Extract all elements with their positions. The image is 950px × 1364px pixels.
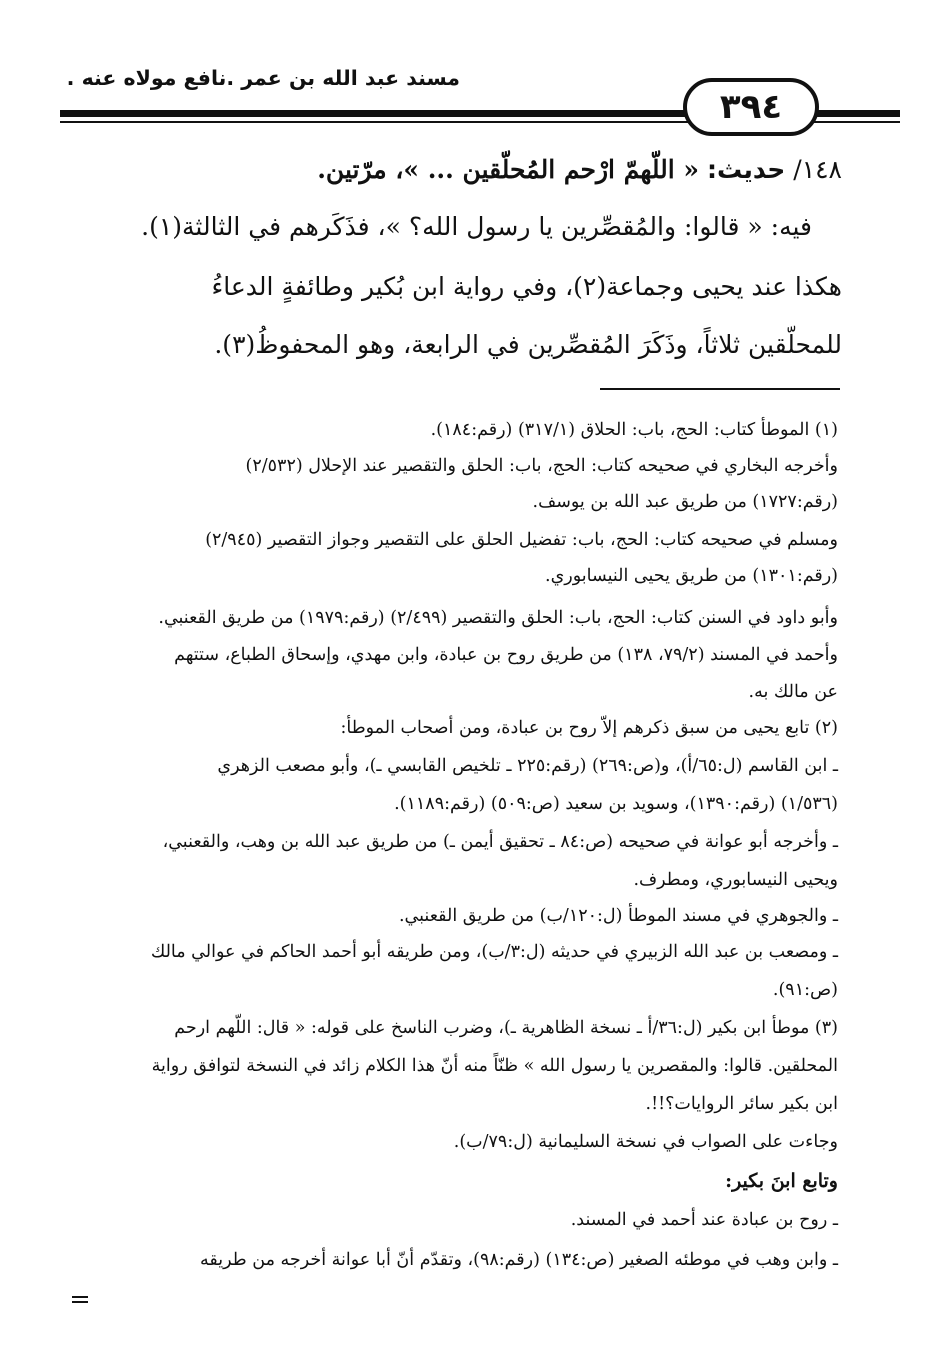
footnote-line: وأبو داود في السنن كتاب: الحج، باب: الحلق والتقصير (٢/٤٩٩) (رقم:١٩٧٩) من طريق القعنبي. [158,608,838,628]
hadith-heading-line [317,155,842,184]
hadith-number: ١٤٨/ [793,155,842,184]
footnote-line: (٣) موطأ ابن بكير (ل:٣٦/أ ـ نسخة الظاهرية ـ)، وضرب الناسخ على قوله: « قال: اللّهم ارحم [174,1018,838,1038]
footnote-line: ـ والجوهري في مسند الموطأ (ل:١٢٠/ب) من طريق القعنبي. [398,906,838,926]
footnote-line: ـ وابن وهب في موطئه الصغير (ص:١٣٤) (رقم:٩٨)، وتقدّم أنّ أبا عوانة أخرجه من طريقه [200,1250,838,1270]
footnote-line: (١/٥٣٦) (رقم:١٣٩٠)، وسويد بن سعيد (ص:٥٠٩) (رقم:١١٨٩). [394,794,838,814]
footnote-line: وأخرجه البخاري في صحيحه كتاب: الحج، باب: الحلق والتقصير عند الإحلال (٢/٥٣٢) [245,456,838,476]
footnote-line: المحلقين. قالوا: والمقصرين يا رسول الله » ظنّاً منه أنّ هذا الكلام زائد في النسخة لتوافق رواية [151,1056,838,1076]
footnote-line: عن مالك به. [748,682,838,702]
main-line-2: فيه: « قالوا: والمُقصِّرين يا رسول الله؟ »، فذَكَرهم في الثالثة(١). [141,212,812,241]
footnote-line: وأحمد في المسند (٧٩/٢، ١٣٨) من طريق روح بن عبادة، وابن مهدي، وإسحاق الطباع، ستتهم [174,645,838,665]
footnote-line: وجاءت على الصواب في نسخة السليمانية (ل:٧٩/ب). [453,1132,838,1152]
running-header-title: مسند عبد الله بن عمر .نافع مولاه عنه . [66,66,460,90]
hadith-label: حديث: [707,155,786,184]
footnote-line: ـ روح بن عبادة عند أحمد في المسند. [570,1210,838,1230]
footnote-subheading: وتابع ابنَ بكير: [725,1170,838,1192]
footnote-line: (٢) تابع يحيى من سبق ذكرهم إلاّ روح بن عبادة، ومن أصحاب الموطأ: [340,718,838,738]
footnote-line: (ص:٩١). [772,980,838,1000]
footnote-line: ويحيى النيسابوري، ومطرف. [633,870,838,890]
hadith-text: « اللّهمّ ارْحم المُحلّقين ... »، مرّتين. [317,155,700,184]
footnote-line: ـ ومصعب بن عبد الله الزبيري في حديثه (ل:٣/ب)، ومن طريقه أبو أحمد الحاكم في عوالي مالك [150,942,838,962]
main-line-3: هكذا عند يحيى وجماعة(٢)، وفي رواية ابن بُكير وطائفةٍ الدعاءُ [211,272,842,301]
footnote-line: (رقم:١٧٢٧) من طريق عبد الله بن يوسف. [532,492,838,512]
footnote-line: (رقم:١٣٠١) من طريق يحيى النيسابوري. [545,566,838,586]
footnote-line: ابن بكير سائر الروايات؟!!. [645,1094,838,1114]
footnote-line: ـ ابن القاسم (ل:٦٥/أ)، و(ص:٢٦٩) (رقم:٢٢٥ ـ تلخيص القابسي ـ)، وأبو مصعب الزهري [217,756,838,776]
footnote-separator [600,388,840,390]
continuation-mark [72,1301,88,1303]
footnote-line: ومسلم في صحيحه كتاب: الحج، باب: تفضيل الحلق على التقصير وجواز التقصير (٢/٩٤٥) [205,530,838,550]
main-line-4: للمحلّقين ثلاثاً، وذَكَرَ المُقصِّرين في الرابعة، وهو المحفوظُ(٣). [214,330,842,359]
continuation-mark [72,1296,88,1298]
footnote-line: ـ وأخرجه أبو عوانة في صحيحه (ص:٨٤ ـ تحقيق أيمن ـ) من طريق عبد الله بن وهب، والقعنبي، [162,832,838,852]
footnote-line: (١) الموطأ كتاب: الحج، باب: الحلاق (٣١٧/١) (رقم:١٨٤). [430,420,838,440]
page-number-badge: ٣٩٤ [683,78,819,136]
